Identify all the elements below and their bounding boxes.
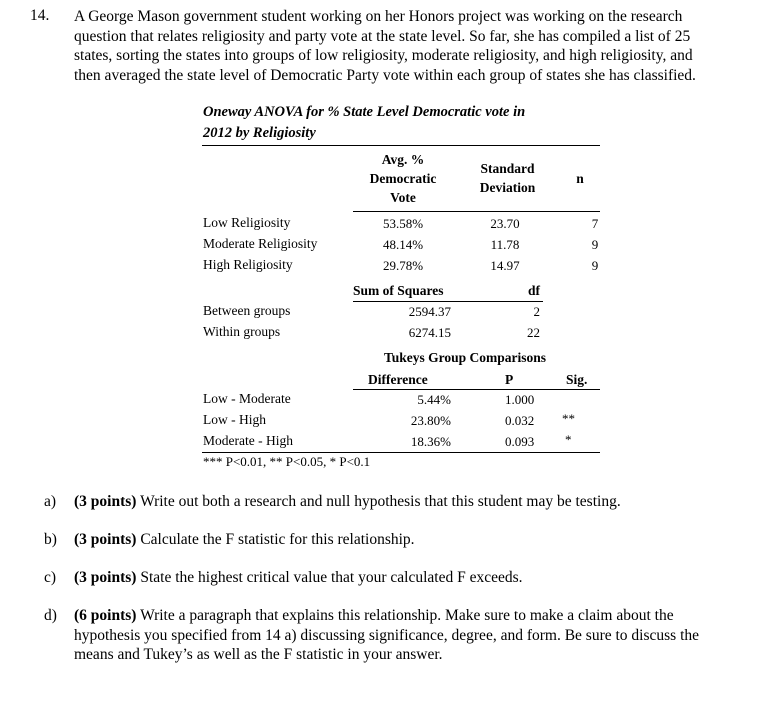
df-header: df bbox=[527, 283, 540, 298]
group-avg: 48.14% bbox=[382, 237, 424, 252]
part-points: (3 points) bbox=[74, 531, 137, 548]
diff-header: Difference bbox=[368, 372, 428, 387]
group-avg: 53.58% bbox=[382, 216, 424, 231]
ss-row-label: Between groups bbox=[203, 303, 291, 318]
part-points: (3 points) bbox=[74, 569, 137, 586]
group-n: 9 bbox=[591, 258, 599, 273]
part-label: a) bbox=[44, 493, 57, 510]
part-text: State the highest critical value that your calculated F exceeds. bbox=[140, 569, 523, 586]
part-body bbox=[74, 492, 621, 512]
significance-footnote: *** P<0.01, ** P<0.05, * P<0.1 bbox=[203, 454, 371, 469]
avg-header-line3: Vote bbox=[390, 190, 416, 205]
ss-value: 6274.15 bbox=[408, 325, 451, 340]
question-intro bbox=[74, 7, 754, 86]
group-label: High Religiosity bbox=[203, 257, 293, 272]
n-header: n bbox=[576, 171, 584, 186]
p-header: P bbox=[505, 372, 514, 387]
group-n: 9 bbox=[591, 237, 599, 252]
part-body bbox=[74, 530, 415, 550]
df-value: 22 bbox=[527, 325, 540, 340]
intro-line: then averaged the state level of Democratic Party vote within each group of states she has classified. bbox=[74, 67, 696, 85]
tukey-p: 0.032 bbox=[505, 413, 535, 428]
part-label: d) bbox=[44, 607, 57, 624]
intro-line: states, sorting the states into groups of low religiosity, moderate religiosity, and high religiosity, and bbox=[74, 47, 693, 65]
avg-header-line2: Democratic bbox=[369, 171, 437, 186]
tukey-diff: 23.80% bbox=[410, 413, 451, 428]
tukey-label: Low - Moderate bbox=[203, 391, 291, 406]
tukey-p: 1.000 bbox=[505, 392, 535, 407]
part-text: Write a paragraph that explains this relationship. Make sure to make a claim about the bbox=[140, 607, 674, 624]
ss-header-rule bbox=[353, 301, 543, 302]
group-sd: 14.97 bbox=[490, 258, 520, 273]
avg-header-line1: Avg. % bbox=[381, 152, 425, 167]
tukey-p: 0.093 bbox=[505, 434, 535, 449]
tukey-title: Tukeys Group Comparisons bbox=[384, 350, 547, 365]
part-label: b) bbox=[44, 531, 57, 548]
ss-header: Sum of Squares bbox=[353, 283, 444, 298]
question-number: 14. bbox=[30, 7, 50, 24]
intro-line: question that relates religiosity and party vote at the state level. So far, she has compiled a list of 25 bbox=[74, 27, 691, 45]
sd-header-line1: Standard bbox=[480, 161, 535, 176]
part-text: hypothesis you specified from 14 a) discussing significance, degree, and form. Be sure to discuss the bbox=[74, 626, 700, 644]
part-points: (6 points) bbox=[74, 607, 137, 624]
part-body bbox=[74, 606, 699, 665]
df-value: 2 bbox=[533, 304, 540, 319]
part-label: c) bbox=[44, 569, 57, 586]
group-n: 7 bbox=[591, 216, 599, 231]
part-text: Calculate the F statistic for this relationship. bbox=[140, 531, 415, 548]
tukey-sig: * bbox=[565, 432, 572, 447]
tukey-diff: 5.44% bbox=[417, 392, 451, 407]
tukey-header-rule bbox=[353, 389, 600, 390]
part-body bbox=[74, 568, 523, 588]
tukey-label: Moderate - High bbox=[203, 433, 293, 448]
tukey-diff: 18.36% bbox=[410, 434, 451, 449]
group-label: Moderate Religiosity bbox=[203, 236, 318, 251]
part-points: (3 points) bbox=[74, 493, 137, 510]
table-title-line1: Oneway ANOVA for % State Level Democratic vote in bbox=[203, 104, 526, 120]
table-title-line2: 2012 by Religiosity bbox=[203, 125, 316, 141]
tukey-label: Low - High bbox=[203, 412, 266, 427]
group-avg: 29.78% bbox=[382, 258, 424, 273]
desc-header-rule bbox=[353, 211, 600, 212]
tukey-sig: ** bbox=[562, 411, 575, 426]
ss-value: 2594.37 bbox=[408, 304, 451, 319]
table-bottom-rule bbox=[202, 452, 600, 453]
intro-line: A George Mason government student working on her Honors project was working on the research bbox=[74, 8, 683, 25]
ss-row-label: Within groups bbox=[203, 324, 281, 339]
sd-header-line2: Deviation bbox=[479, 180, 536, 195]
part-text: Write out both a research and null hypothesis that this student may be testing. bbox=[140, 493, 621, 510]
group-sd: 23.70 bbox=[490, 216, 520, 231]
part-text: means and Tukey’s as well as the F statistic in your answer. bbox=[74, 646, 443, 663]
group-sd: 11.78 bbox=[490, 237, 520, 252]
sig-header: Sig. bbox=[566, 372, 588, 387]
title-rule bbox=[202, 145, 600, 146]
group-label: Low Religiosity bbox=[203, 215, 291, 230]
